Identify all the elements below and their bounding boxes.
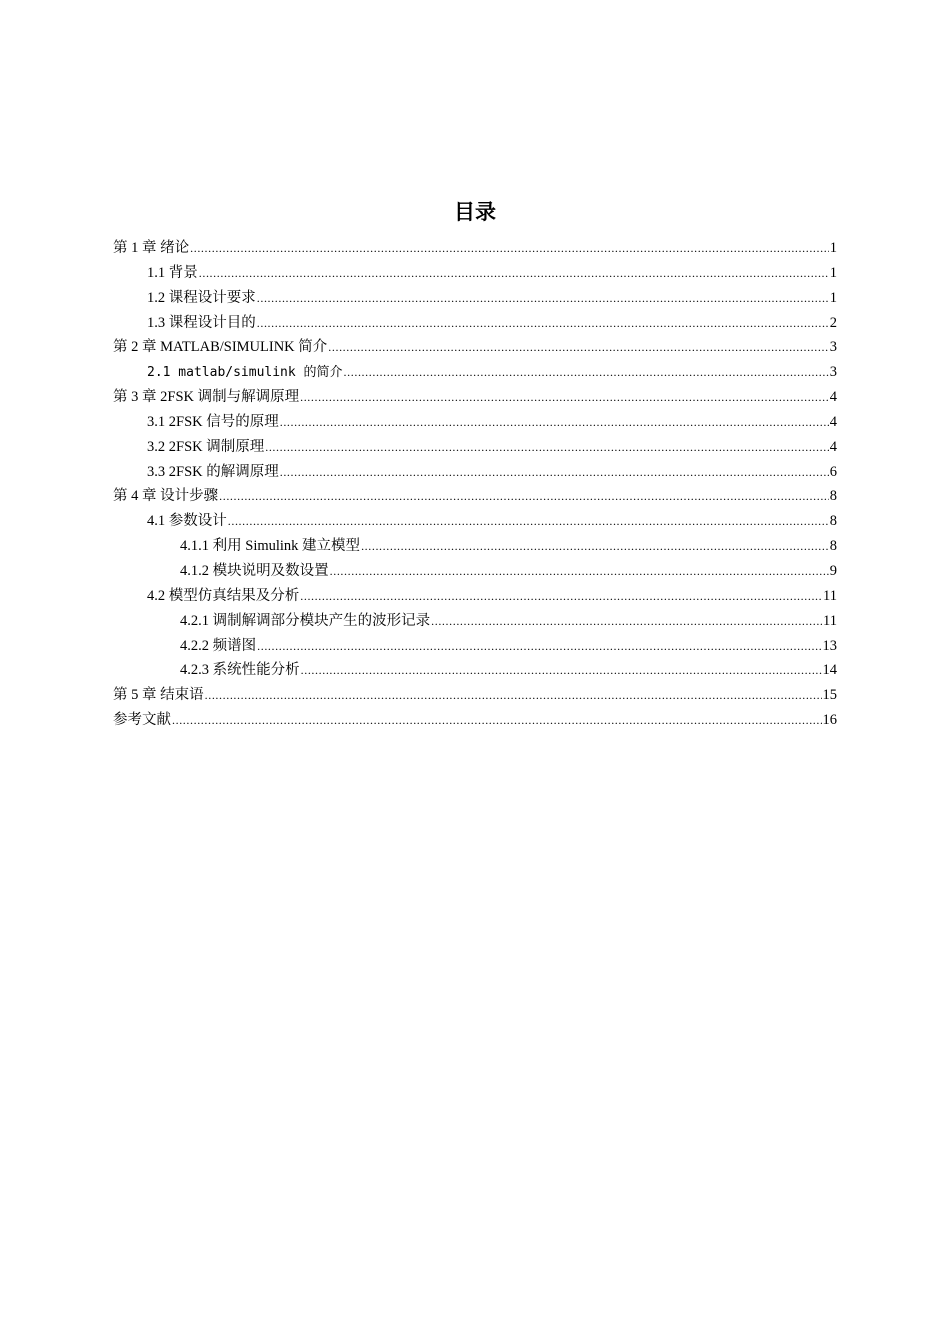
toc-entry-page: 16: [822, 712, 837, 729]
toc-leader-dots: [257, 634, 821, 659]
toc-entry[interactable]: [0, 261, 837, 286]
toc-leader-dots: [257, 286, 829, 311]
toc-entry[interactable]: [0, 435, 837, 460]
toc-entry[interactable]: [0, 609, 837, 634]
toc-leader-dots: [257, 311, 829, 336]
toc-entry-page: 4: [829, 389, 837, 406]
toc-leader-dots: [344, 360, 829, 385]
toc-entry-page: 4: [829, 413, 837, 430]
toc-entry-page: 8: [829, 488, 837, 505]
toc-entry-label: 第 5 章 结束语: [113, 687, 204, 704]
toc-entry[interactable]: [0, 509, 837, 534]
toc-entry[interactable]: [0, 708, 837, 733]
toc-leader-dots: [330, 559, 829, 584]
toc-entry-label: 3.3 2FSK 的解调原理: [147, 463, 279, 480]
toc-leader-dots: [301, 658, 822, 683]
toc-entry[interactable]: [0, 683, 837, 708]
toc-entry[interactable]: [0, 311, 837, 336]
toc-entry[interactable]: [0, 658, 837, 683]
toc-leader-dots: [300, 385, 829, 410]
toc-entry-label: 2.1 matlab/simulink 的简介: [147, 365, 343, 381]
toc-entry-page: 13: [822, 637, 837, 654]
toc-leader-dots: [199, 261, 829, 286]
toc-entry[interactable]: [0, 559, 837, 584]
toc-entry-label: 4.2.3 系统性能分析: [180, 662, 300, 679]
toc-entry-label: 4.2 模型仿真结果及分析: [147, 587, 300, 604]
table-of-contents: [0, 236, 950, 733]
toc-leader-dots: [431, 609, 822, 634]
page-title: 目录: [454, 200, 496, 224]
toc-entry-page: 9: [829, 562, 837, 579]
toc-entry-label: 1.2 课程设计要求: [147, 289, 256, 306]
toc-entry-label: 3.1 2FSK 信号的原理: [147, 413, 279, 430]
toc-entry-label: 4.2.2 频谱图: [180, 637, 257, 654]
toc-entry-page: 2: [829, 314, 837, 331]
toc-leader-dots: [280, 460, 829, 485]
toc-entry[interactable]: [0, 484, 837, 509]
toc-entry[interactable]: [0, 410, 837, 435]
toc-entry[interactable]: [0, 335, 837, 360]
toc-leader-dots: [205, 683, 822, 708]
toc-entry-label: 第 2 章 MATLAB/SIMULINK 简介: [113, 339, 328, 356]
toc-entry-label: 1.3 课程设计目的: [147, 314, 256, 331]
toc-entry-label: 4.1.1 利用 Simulink 建立模型: [180, 538, 361, 555]
toc-entry-label: 4.1.2 模块说明及数设置: [180, 562, 329, 579]
toc-leader-dots: [228, 509, 829, 534]
toc-entry-page: 14: [822, 662, 837, 679]
toc-leader-dots: [172, 708, 822, 733]
toc-leader-dots: [190, 236, 829, 261]
toc-entry-label: 第 3 章 2FSK 调制与解调原理: [113, 389, 300, 406]
toc-entry-page: 8: [829, 538, 837, 555]
toc-entry[interactable]: [0, 534, 837, 559]
toc-entry-page: 4: [829, 438, 837, 455]
toc-entry-page: 15: [822, 687, 837, 704]
toc-entry[interactable]: [0, 360, 837, 385]
toc-entry[interactable]: [0, 460, 837, 485]
toc-entry[interactable]: [0, 286, 837, 311]
toc-leader-dots: [265, 435, 829, 460]
toc-entry-label: 参考文献: [113, 712, 171, 729]
toc-entry-page: 6: [829, 463, 837, 480]
toc-entry-page: 1: [829, 264, 837, 281]
toc-entry-label: 4.2.1 调制解调部分模块产生的波形记录: [180, 612, 431, 629]
toc-leader-dots: [300, 584, 822, 609]
toc-entry-label: 第 1 章 绪论: [113, 240, 190, 256]
toc-entry-label: 1.1 背景: [147, 264, 198, 281]
toc-entry-label: 4.1 参数设计: [147, 513, 227, 530]
toc-entry-label: 第 4 章 设计步骤: [113, 488, 219, 505]
toc-leader-dots: [361, 534, 829, 559]
toc-leader-dots: [219, 484, 829, 509]
toc-entry-page: 11: [823, 612, 837, 629]
toc-entry-page: 8: [829, 513, 837, 530]
toc-entry[interactable]: [0, 634, 837, 659]
toc-entry-page: 11: [823, 587, 837, 604]
toc-entry[interactable]: [0, 236, 837, 261]
toc-entry-page: 1: [829, 289, 837, 306]
toc-leader-dots: [280, 410, 829, 435]
toc-entry-label: 3.2 2FSK 调制原理: [147, 438, 265, 455]
toc-entry[interactable]: [0, 385, 837, 410]
toc-entry-page: 3: [829, 364, 837, 381]
toc-entry-page: 3: [829, 339, 837, 356]
toc-entry[interactable]: [0, 584, 837, 609]
toc-leader-dots: [328, 335, 828, 360]
toc-entry-page: 1: [829, 240, 837, 256]
